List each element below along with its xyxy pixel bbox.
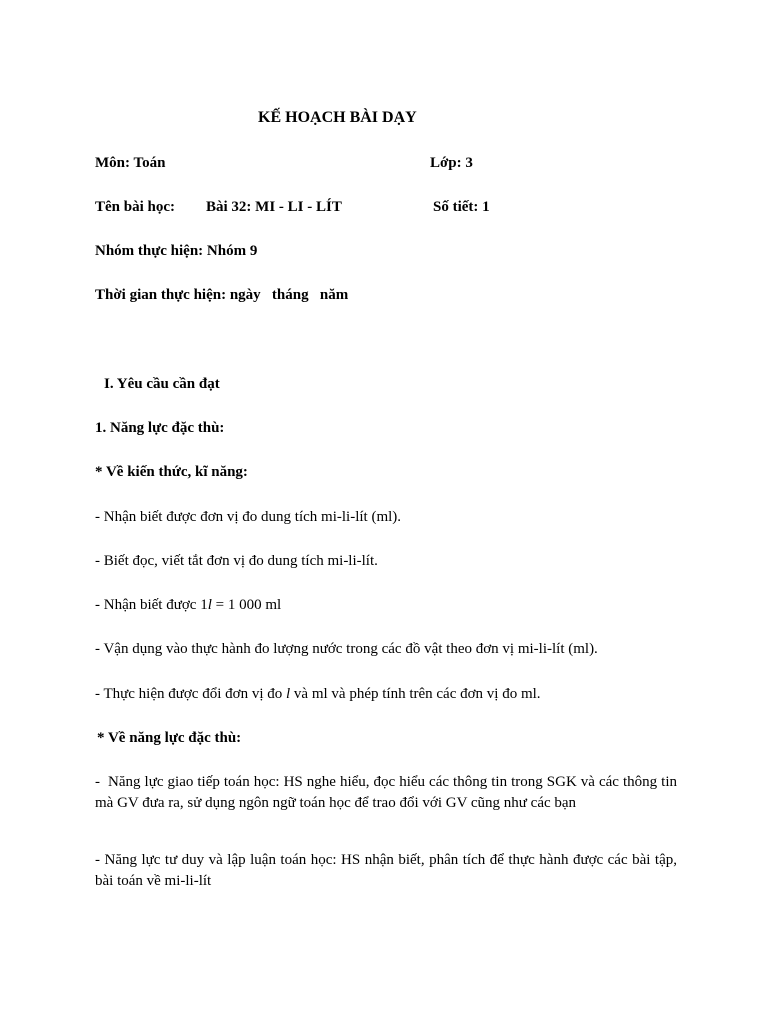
- lesson-name: Bài 32: MI - LI - LÍT: [206, 199, 342, 215]
- periods-label: Số tiết: 1: [433, 199, 490, 215]
- list-item-convert-suffix: và ml và phép tính trên các đơn vị đo ml.: [290, 686, 541, 702]
- list-item-litre-prefix: - Nhận biết được 1: [95, 597, 208, 613]
- time-label: Thời gian thực hiện: ngày tháng năm: [95, 287, 349, 303]
- list-item: - Biết đọc, viết tắt đơn vị đo dung tích mi-li-lít.: [95, 553, 378, 569]
- list-item-convert-prefix: - Thực hiện được đổi đơn vị đo: [95, 686, 286, 702]
- paragraph-communication: - Năng lực giao tiếp toán học: HS nghe hiểu, đọc hiểu các thông tin trong SGK và các thông tin mà GV đưa ra, sử dụng ngôn ngữ toán học để trao đổi với GV cũng như các bạn: [95, 774, 681, 811]
- knowledge-heading: * Về kiến thức, kĩ năng:: [95, 464, 248, 480]
- list-item: - Nhận biết được đơn vị đo dung tích mi-li-lít (ml).: [95, 509, 402, 525]
- subject-label: Môn: Toán: [95, 155, 166, 171]
- litre-unit: l: [286, 686, 291, 702]
- paragraph-reasoning: - Năng lực tư duy và lập luận toán học: HS nhận biết, phân tích để thực hành được các bài tập, bài toán về mi-li-lít: [95, 852, 677, 889]
- section-heading: I. Yêu cầu cần đạt: [104, 376, 220, 392]
- group-label: Nhóm thực hiện: Nhóm 9: [95, 243, 258, 259]
- grade-label: Lớp: 3: [430, 155, 473, 171]
- page-title: KẾ HOẠCH BÀI DẠY: [258, 109, 417, 126]
- list-item-litre: [95, 595, 281, 615]
- subsection-heading: 1. Năng lực đặc thù:: [95, 420, 225, 436]
- list-item-litre-suffix: = 1 000 ml: [211, 597, 282, 613]
- litre-unit: l: [207, 597, 212, 613]
- list-item: - Vận dụng vào thực hành đo lượng nước trong các đồ vật theo đơn vị mi-li-lít (ml).: [95, 641, 598, 657]
- competence-heading: * Về năng lực đặc thù:: [97, 730, 242, 746]
- list-item-convert: [95, 684, 541, 704]
- lesson-label: Tên bài học:: [95, 199, 176, 215]
